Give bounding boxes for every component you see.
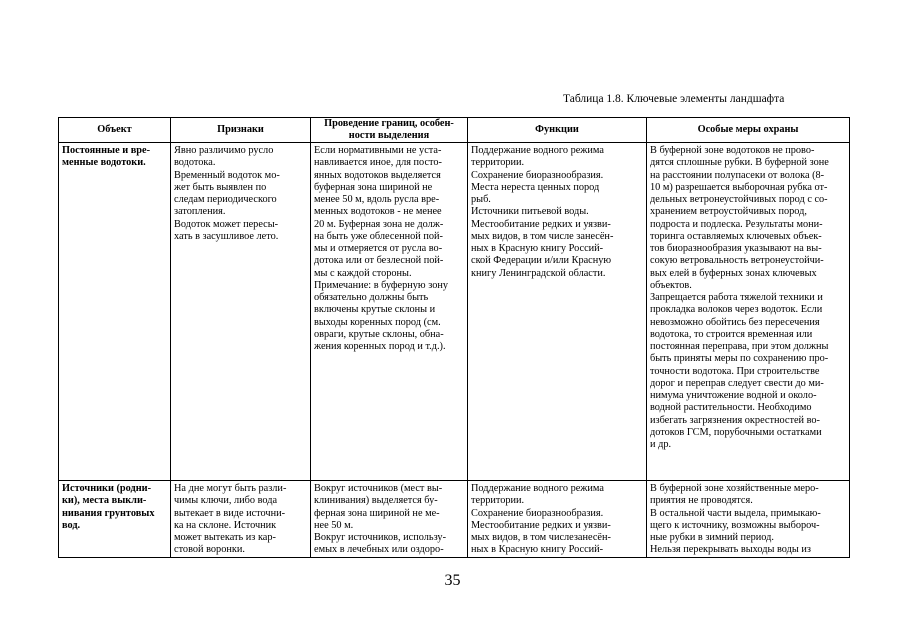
- cell-line: ки), места выкли-: [62, 495, 147, 507]
- cell-line: рыб.: [471, 194, 491, 205]
- cell-functions: [468, 143, 647, 481]
- cell-line: чимы ключи, либо вода: [174, 495, 278, 507]
- cell-line: В буферной зоне хозяйственные меро-: [650, 483, 819, 494]
- cell-line: вытекает в виде источни-: [174, 507, 286, 519]
- cell-line: мы и отмеряется от русла во-: [314, 243, 443, 254]
- cell-line: Местообитание редких и уязви-: [471, 519, 611, 531]
- cell-line: вых елей в буферных зонах ключевых: [650, 267, 817, 279]
- cell-line: емых в лечебных или оздоро-: [314, 544, 444, 556]
- cell-line: янных водотоков выделяется: [314, 169, 441, 181]
- cell-line: Поддержание водного режима: [471, 145, 604, 156]
- cell-line: Источники питьевой воды.: [471, 206, 589, 218]
- cell-line: ные рубки в зимний период.: [650, 532, 774, 543]
- cell-protection: [647, 143, 850, 481]
- table-row: [59, 481, 850, 558]
- cell-line: торинга оставляемых ключевых объек-: [650, 230, 822, 242]
- cell-line: следам периодического: [174, 194, 277, 205]
- landscape-key-elements-table: [58, 117, 850, 558]
- cell-line: обязательно должны быть: [314, 292, 429, 303]
- cell-line: дотока или от безлесной пой-: [314, 255, 444, 267]
- cell-object: [59, 481, 171, 558]
- cell-line: клинивания) выделяется бу-: [314, 495, 438, 507]
- cell-line: менее 50 м, вдоль русла вре-: [314, 194, 440, 205]
- cell-protection: [647, 481, 850, 558]
- cell-line: на расстоянии полупасеки от волока (8-: [650, 169, 825, 181]
- cell-line: водотока, то строится временная или: [650, 328, 813, 340]
- table-caption: Таблица 1.8. Ключевые элементы ландшафта: [563, 93, 785, 105]
- cell-line: овраги, крутые склоны, обна-: [314, 328, 444, 340]
- cell-line: вод.: [62, 519, 81, 531]
- cell-line: быть приняты меры по сохранению про-: [650, 353, 829, 365]
- cell-line: Временный водоток мо-: [174, 169, 280, 181]
- cell-line: Вокруг источников, использу-: [314, 532, 447, 543]
- cell-line: мых видов, в том числезанесён-: [471, 532, 611, 543]
- cell-line: Поддержание водного режима: [471, 483, 604, 494]
- cell-object: [59, 143, 171, 481]
- cell-line: щего к источнику, возможны выбороч-: [650, 519, 820, 531]
- table-header-row: [59, 118, 850, 143]
- cell-line: ных в Красную книгу Россий-: [471, 243, 604, 254]
- cell-line: мых видов, в том числе занесён-: [471, 230, 614, 242]
- cell-line: нимума уничтожение водной и около-: [650, 390, 817, 401]
- cell-line: прокладка волоков через водоток. Если: [650, 304, 823, 316]
- cell-line: ской Федерации и/или Красную: [471, 255, 612, 267]
- cell-boundaries: [311, 143, 468, 481]
- table-row: [59, 143, 850, 481]
- cell-line: жения коренных пород и т.д.).: [314, 341, 446, 352]
- header-boundaries-line-2: ности выделения: [348, 130, 430, 141]
- cell-line: 10 м) разрешается выборочная рубка от-: [650, 181, 828, 193]
- cell-line: Примечание: в буферную зону: [314, 279, 449, 291]
- cell-line: менных водотоков - не менее: [314, 206, 442, 218]
- cell-line: хранением ветроустойчивых пород,: [650, 206, 807, 218]
- cell-line: территории.: [471, 157, 525, 169]
- cell-line: затопления.: [174, 206, 226, 218]
- cell-line: жет быть выявлен по: [174, 181, 267, 193]
- cell-line: может вытекать из кар-: [174, 532, 276, 543]
- cell-line: территории.: [471, 495, 525, 507]
- cell-line: В остальной части выдела, примыкаю-: [650, 507, 821, 519]
- cell-boundaries: [311, 481, 468, 558]
- cell-signs: [171, 143, 311, 481]
- cell-line: буферная зона шириной не: [314, 181, 433, 193]
- cell-line: ных в Красную книгу Россий-: [471, 544, 604, 556]
- cell-line: В буферной зоне водотоков не прово-: [650, 145, 815, 156]
- cell-line: включены крутые склоны и: [314, 304, 436, 316]
- cell-line: и др.: [650, 439, 672, 450]
- cell-signs: [171, 481, 311, 558]
- header-functions: Функции: [468, 118, 647, 143]
- header-boundaries: [311, 118, 468, 143]
- header-boundaries-line-1: Проведение границ, особен-: [324, 118, 454, 129]
- cell-line: нивания грунтовых: [62, 507, 155, 519]
- cell-line: книгу Ленинградской области.: [471, 267, 606, 279]
- cell-line: 20 м. Буферная зона не долж-: [314, 218, 444, 230]
- cell-line: дельных ветронеустойчивых пород с со-: [650, 194, 828, 205]
- cell-line: избегать загрязнения окрестностей во-: [650, 414, 820, 426]
- cell-line: Вокруг источников (мест вы-: [314, 483, 443, 494]
- cell-line: подроста и подлеска. Результаты мони-: [650, 218, 823, 230]
- cell-line: навливается иное, для посто-: [314, 157, 442, 169]
- cell-line: Источники (родни-: [62, 483, 152, 494]
- header-signs: Признаки: [171, 118, 311, 143]
- cell-line: Нельзя перекрывать выходы воды из: [650, 544, 811, 556]
- cell-line: невозможно обойтись без пересечения: [650, 316, 820, 328]
- cell-line: Запрещается работа тяжелой техники и: [650, 292, 823, 303]
- cell-line: Сохранение биоразнообразия.: [471, 169, 604, 181]
- cell-line: Постоянные и вре-: [62, 145, 151, 156]
- header-protection: Особые меры охраны: [647, 118, 850, 143]
- cell-line: на быть уже облесенной пой-: [314, 230, 443, 242]
- cell-line: ферная зона шириной не ме-: [314, 507, 440, 519]
- cell-line: Водоток может пересы-: [174, 218, 279, 230]
- cell-line: тов биоразнообразия указывают на вы-: [650, 243, 822, 254]
- cell-line: мы с каждой стороны.: [314, 267, 412, 279]
- cell-line: Местообитание редких и уязви-: [471, 218, 611, 230]
- cell-line: Места нереста ценных пород: [471, 181, 600, 193]
- cell-functions: [468, 481, 647, 558]
- page-number: 35: [444, 572, 461, 589]
- cell-line: дорог и переправ следует свести до ми-: [650, 377, 824, 389]
- cell-line: нее 50 м.: [314, 519, 354, 531]
- cell-line: Сохранение биоразнообразия.: [471, 507, 604, 519]
- cell-line: Явно различимо русло: [174, 145, 274, 156]
- cell-line: объектов.: [650, 279, 692, 291]
- cell-line: менные водотоки.: [62, 157, 146, 169]
- cell-line: приятия не проводятся.: [650, 495, 753, 507]
- cell-line: На дне могут быть разли-: [174, 483, 287, 494]
- cell-line: дятся сплошные рубки. В буферной зоне: [650, 157, 829, 169]
- cell-line: хать в засушливое лето.: [174, 230, 279, 242]
- cell-line: постоянная переправа, при этом должны: [650, 341, 829, 352]
- cell-line: дотоков ГСМ, порубочными остатками: [650, 426, 822, 438]
- cell-line: выходы коренных пород (см.: [314, 316, 441, 328]
- cell-line: Если нормативными не уста-: [314, 145, 442, 156]
- cell-line: стовой воронки.: [174, 544, 245, 556]
- cell-line: водной растительности. Необходимо: [650, 402, 812, 414]
- cell-line: сокую ветровальность ветронеустойчи-: [650, 255, 824, 267]
- cell-line: ка на склоне. Источник: [174, 519, 277, 531]
- cell-line: водотока.: [174, 157, 216, 169]
- header-object: Объект: [59, 118, 171, 143]
- cell-line: точности водотока. При строительстве: [650, 365, 820, 377]
